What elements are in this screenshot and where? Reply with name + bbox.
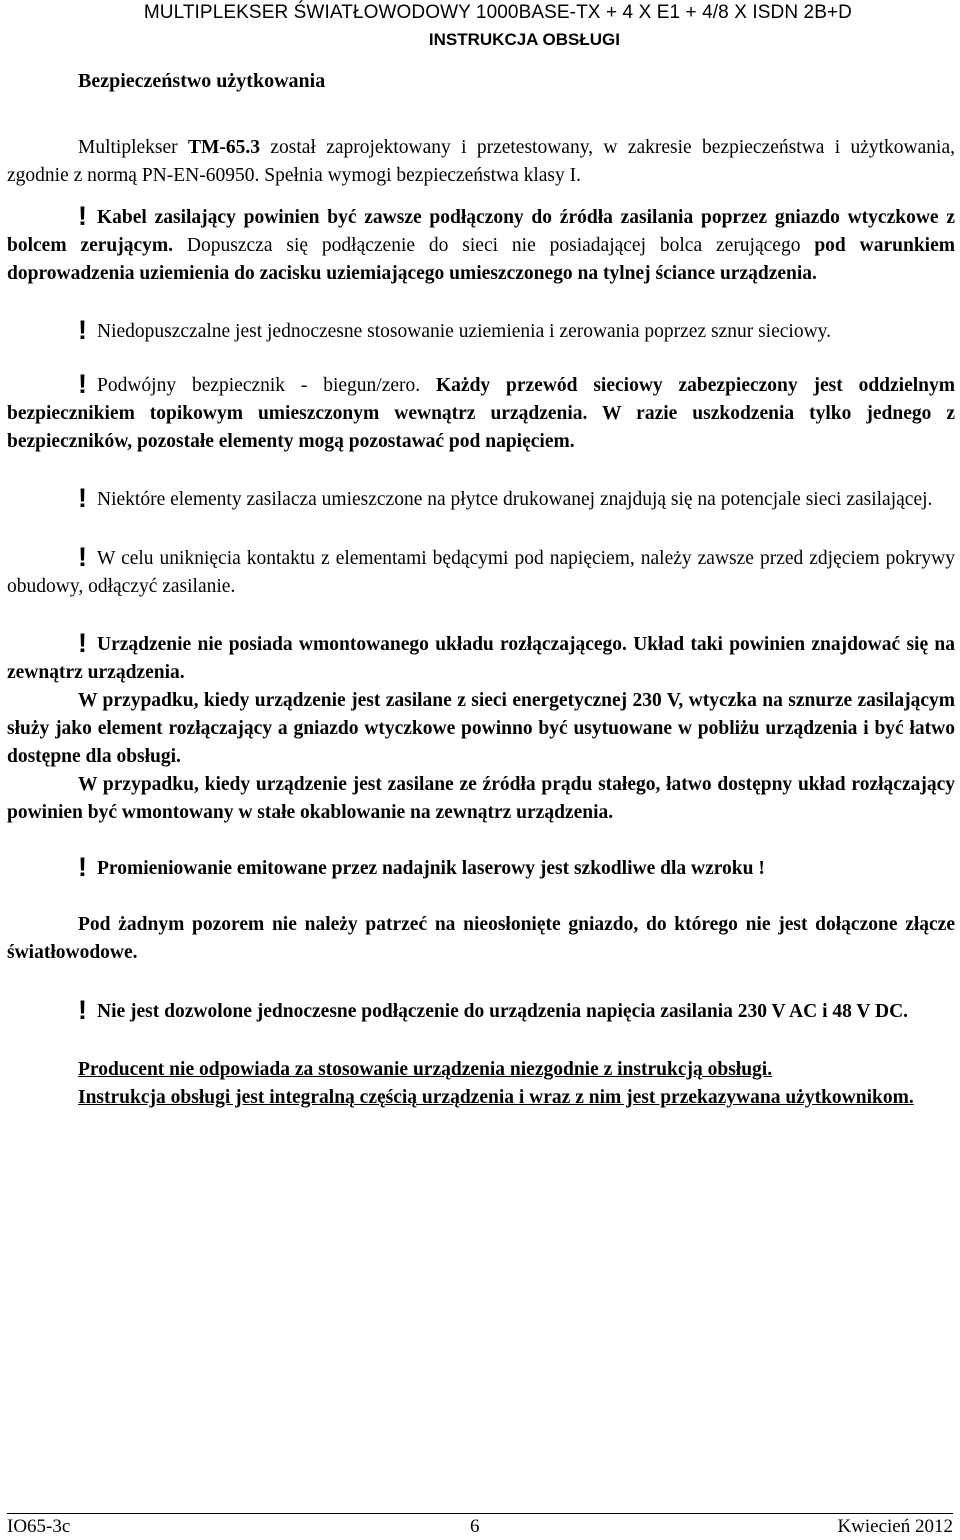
warning-text-bold: Kabel zasilający powinien być zawsze podłączony do źródła zasilania poprzez gniazdo wtyczkowe z bolcem zerującym.: [7, 207, 955, 256]
footer-rule: [7, 1513, 953, 1514]
warning-icon: !: [78, 369, 87, 399]
warning-text: W celu uniknięcia kontaktu z elementami będącymi pod napięciem, należy zawsze przed zdjęciem pokrywy obudowy, odłączyć zasilanie.: [7, 548, 955, 597]
warning-icon: !: [78, 315, 87, 345]
warning-text-bold: Nie jest dozwolone jednoczesne podłączenie do urządzenia napięcia zasilania 230 V AC i 48 V DC.: [97, 1001, 909, 1022]
footer-page-number: 6: [470, 1516, 480, 1537]
warning-text-bold: Urządzenie nie posiada wmontowanego układu rozłączającego. Układ taki powinien znajdować się na zewnątrz urządzenia.: [7, 634, 955, 683]
footer-doc-id: IO65-3c: [7, 1516, 71, 1537]
paragraph-dc-supply: W przypadku, kiedy urządzenie jest zasilane ze źródła prądu stałego, łatwo dostępny układ rozłączający powinien być wmontowany w stałe okablowanie na zewnątrz urządzenia.: [7, 774, 955, 823]
footer-date: Kwiecień 2012: [837, 1516, 953, 1537]
intro-text-2: został zaprojektowany i przetestowany, w zakresie bezpieczeństwa i użytkowania, zgodnie z normą PN-EN-60950. Spełnia wymogi bezpieczeństwa klasy I.: [7, 137, 955, 186]
warning-text: Niektóre elementy zasilacza umieszczone na płytce drukowanej znajdują się na potencjale sieci zasilającej.: [97, 489, 933, 510]
intro-paragraph: [7, 134, 955, 190]
warning-text-bold-2: pod warunkiem doprowadzenia uziemienia do zacisku uziemiającego umieszczonego na tylnej ściance urządzenia.: [7, 235, 955, 284]
intro-text-1: Multiplekser: [78, 137, 188, 158]
warning-disconnect-device: [7, 628, 955, 687]
warning-text: Niedopuszczalne jest jednoczesne stosowanie uziemienia i zerowania poprzez sznur sieciowy.: [97, 321, 832, 342]
warning-icon: !: [78, 201, 87, 231]
warning-icon: !: [78, 542, 87, 572]
warning-icon: !: [78, 483, 87, 513]
warning-text-bold: Promieniowanie emitowane przez nadajnik laserowy jest szkodliwe dla wzroku !: [97, 858, 765, 879]
warning-text: Dopuszcza się podłączenie do sieci nie posiadającej bolca zerującego: [173, 235, 815, 256]
warning-grounding: [7, 315, 955, 346]
warning-icon: !: [78, 995, 87, 1025]
warning-power-cable: [7, 201, 955, 288]
header-title: MULTIPLEKSER ŚWIATŁOWODOWY 1000BASE-TX + 4 X E1 + 4/8 X ISDN 2B+D: [143, 2, 852, 23]
paragraph-laser: Pod żadnym pozorem nie należy patrzeć na nieosłonięte gniazdo, do którego nie jest dołączone złącze światłowodowe.: [7, 914, 955, 963]
paragraph-ac-supply: W przypadku, kiedy urządzenie jest zasilane z sieci energetycznej 230 V, wtyczka na sznurze zasilającym służy jako element rozłączający a gniazdo wtyczkowe powinno być usytuowane w pobliżu urządzenia i być łatwo dostępne dla obsługi.: [7, 690, 955, 767]
warning-disconnect-power: [7, 542, 955, 601]
document-body: [7, 134, 955, 1112]
page-footer: [7, 1516, 953, 1540]
warning-icon: !: [78, 852, 87, 882]
note-manual: Instrukcja obsługi jest integralną częścią urządzenia i wraz z nim jest przekazywana użytkownikom.: [78, 1087, 914, 1108]
warning-pcb-voltage: [7, 483, 955, 514]
model-name: TM-65.3: [188, 137, 261, 158]
warning-text: Podwójny bezpiecznik - biegun/zero.: [97, 375, 421, 396]
warning-icon: !: [78, 628, 87, 658]
header-subtitle: INSTRUKCJA OBSŁUGI: [428, 30, 620, 49]
warning-laser: [7, 852, 955, 883]
warning-text-bold: Każdy przewód sieciowy zabezpieczony jest oddzielnym bezpiecznikiem topikowym umieszczonym wewnątrz urządzenia. W razie uszkodzenia tylko jednego z bezpieczników, pozostałe elementy mogą pozostawać pod napięciem.: [7, 375, 955, 452]
note-liability: Producent nie odpowiada za stosowanie urządzenia niezgodnie z instrukcją obsługi.: [78, 1059, 773, 1080]
warning-dual-supply: [7, 995, 955, 1026]
warning-fuse: [7, 369, 955, 456]
section-title: Bezpieczeństwo użytkowania: [78, 70, 326, 92]
